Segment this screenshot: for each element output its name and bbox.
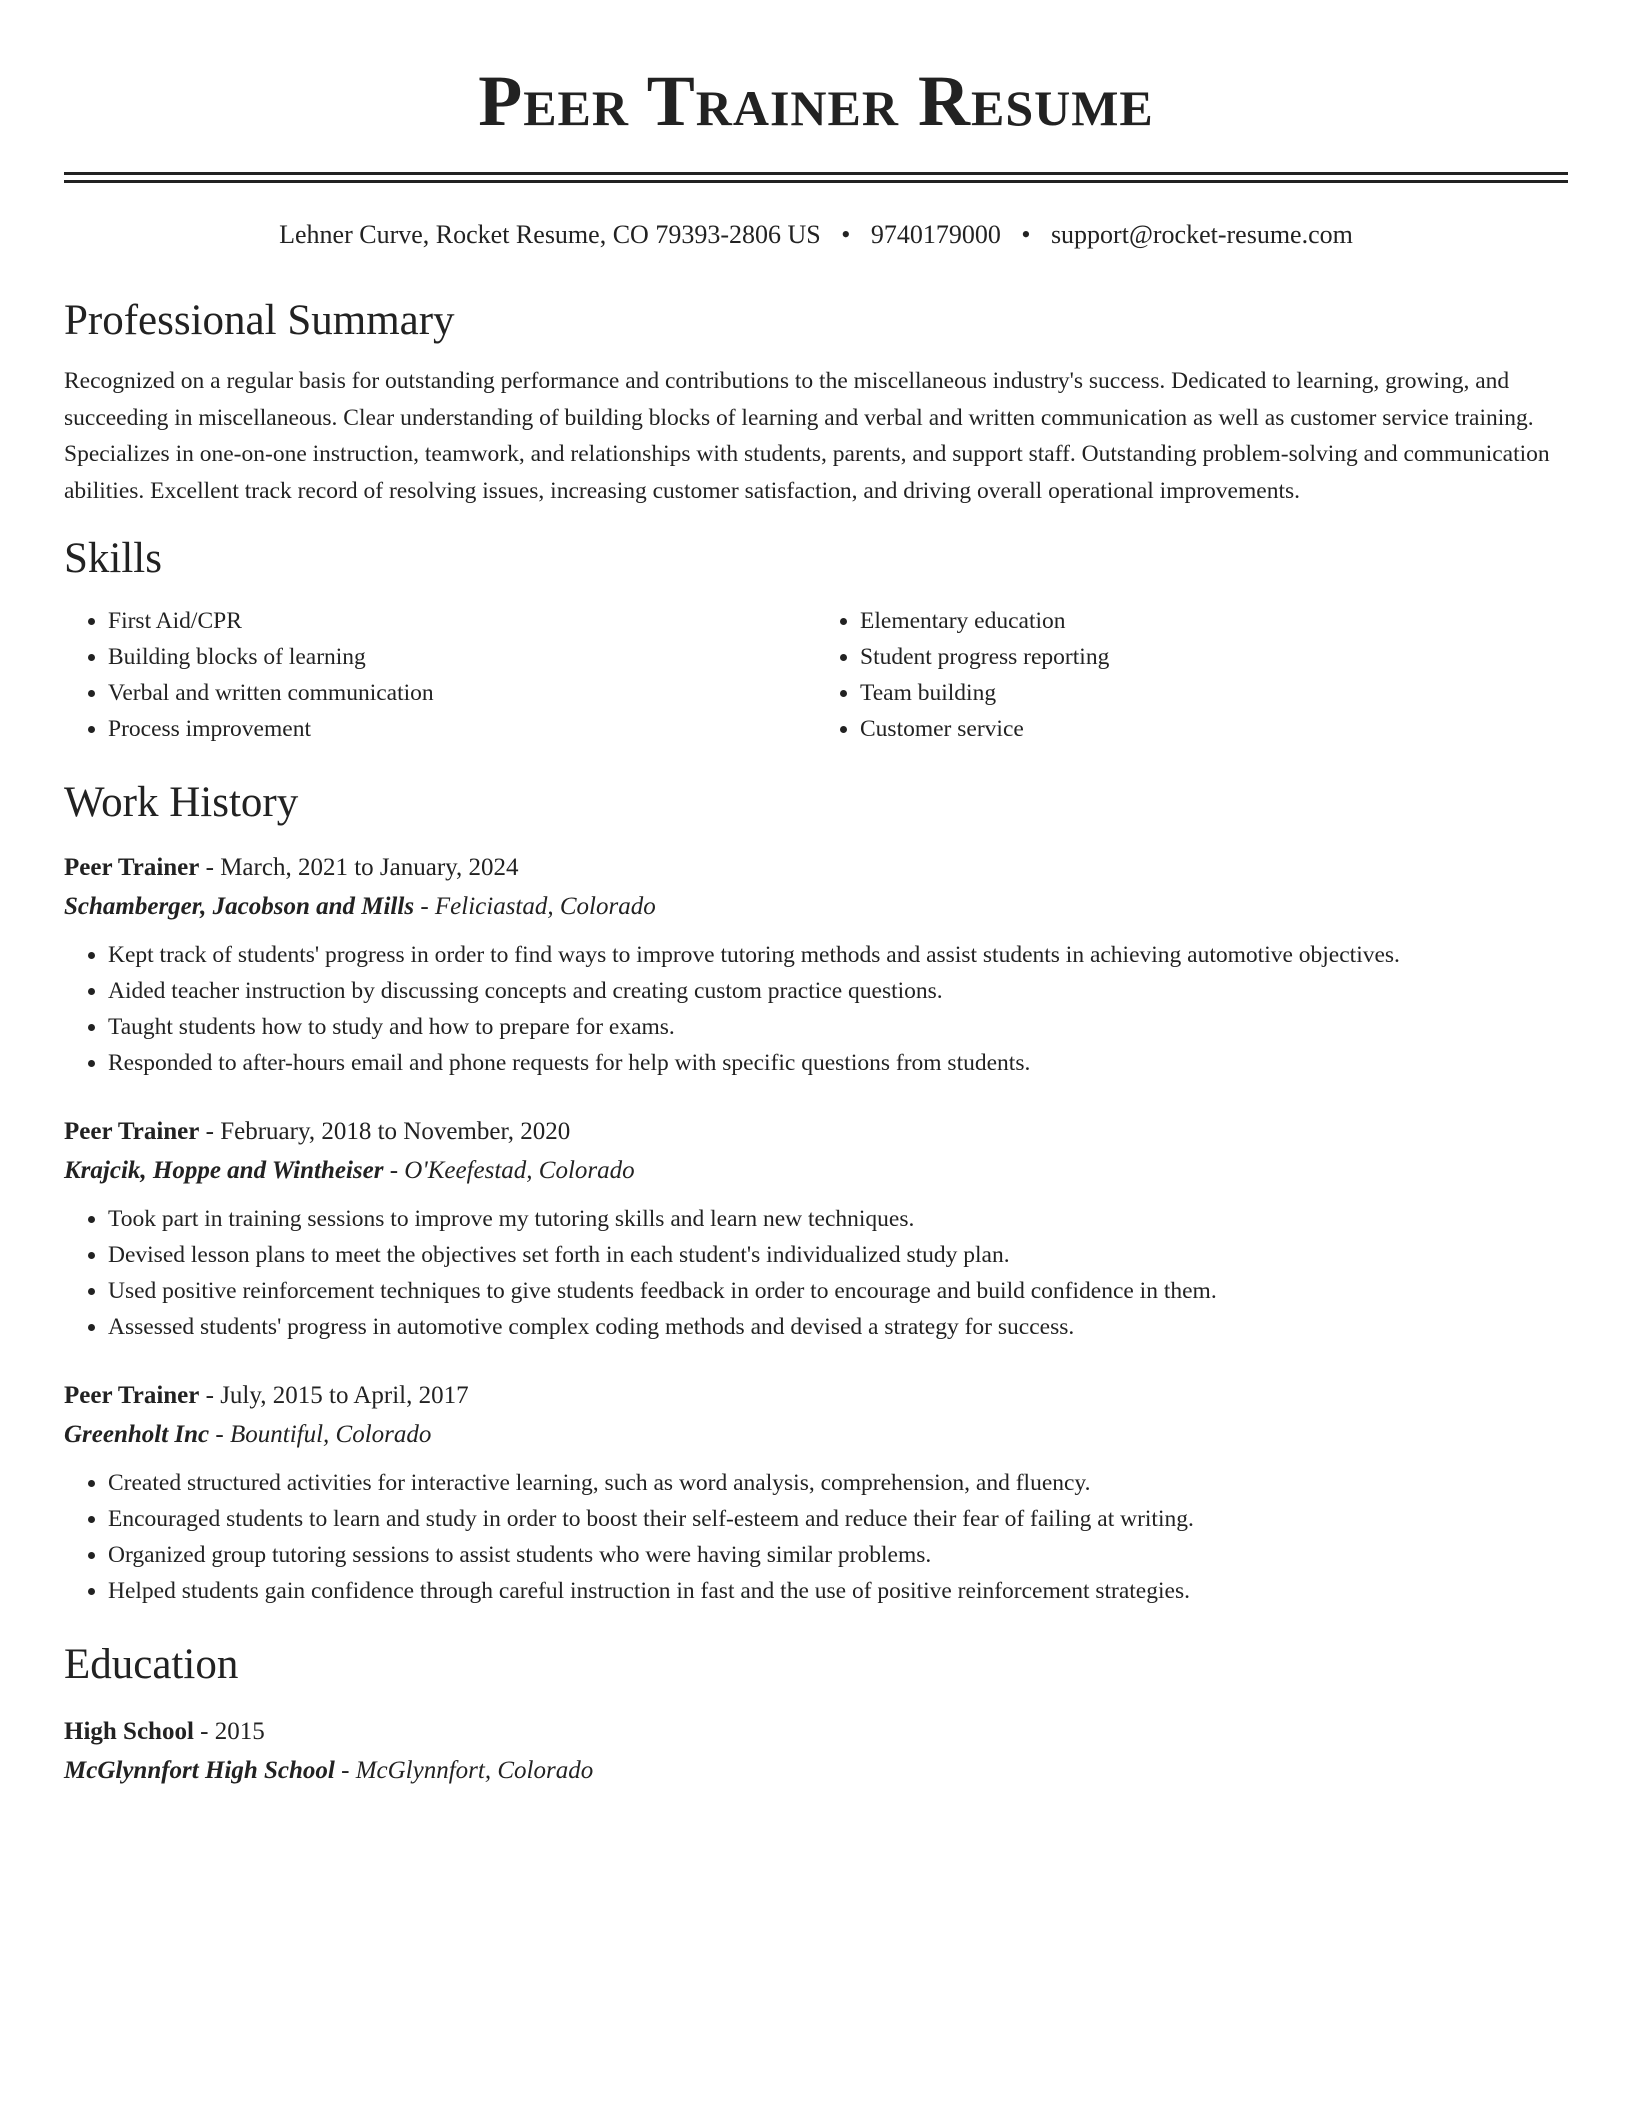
skill-item: • Customer service	[860, 711, 1568, 747]
skills-list	[64, 603, 1568, 747]
work-history-heading: Work History	[64, 779, 299, 826]
job-company-line	[64, 887, 1568, 927]
job-location: - Feliciastad, Colorado	[414, 893, 656, 920]
skills-column-left	[64, 603, 816, 747]
duty-item: • Devised lesson plans to meet the objectives set forth in each student's individualized study plan.	[108, 1237, 1568, 1273]
education-entry	[64, 1713, 1568, 1791]
job-role: Peer Trainer	[64, 1382, 200, 1409]
job-entry	[64, 1377, 1568, 1609]
contact-email: support@rocket-resume.com	[1050, 220, 1353, 249]
job-dates: - July, 2015 to April, 2017	[199, 1382, 469, 1409]
job-company-line	[64, 1151, 1568, 1191]
contact-line	[64, 217, 1568, 253]
skills-column-right	[816, 603, 1568, 747]
job-company-line	[64, 1415, 1568, 1455]
duty-item: • Helped students gain confidence through careful instruction in fast and the use of positive reinforcement strategies.	[108, 1573, 1568, 1609]
bullet-separator: •	[841, 220, 851, 249]
education-school: McGlynnfort High School	[64, 1757, 335, 1784]
job-title-line	[64, 1113, 1568, 1151]
duty-item: • Created structured activities for interactive learning, such as word analysis, comprehension, and fluency.	[108, 1465, 1568, 1501]
skill-item: • Process improvement	[108, 711, 816, 747]
job-dates: - March, 2021 to January, 2024	[199, 854, 519, 881]
skill-item: • Team building	[860, 675, 1568, 711]
duty-item: • Aided teacher instruction by discussing concepts and creating custom practice questions.	[108, 973, 1568, 1009]
education-heading: Education	[64, 1641, 239, 1688]
job-dates: - February, 2018 to November, 2020	[199, 1118, 571, 1145]
job-entry	[64, 849, 1568, 1081]
duty-item: • Assessed students' progress in automotive complex coding methods and devised a strategy for success.	[108, 1309, 1568, 1345]
job-duties	[64, 937, 1568, 1081]
skill-item: • Student progress reporting	[860, 639, 1568, 675]
education-degree: High School	[64, 1718, 194, 1745]
duty-item: • Responded to after-hours email and phone requests for help with specific questions from students.	[108, 1045, 1568, 1081]
skill-item: • Verbal and written communication	[108, 675, 816, 711]
duty-item: • Taught students how to study and how to prepare for exams.	[108, 1009, 1568, 1045]
duty-item: • Took part in training sessions to improve my tutoring skills and learn new techniques.	[108, 1201, 1568, 1237]
job-title-line	[64, 1377, 1568, 1415]
duty-item: • Encouraged students to learn and study in order to boost their self-esteem and reduce their fear of failing at writing.	[108, 1501, 1568, 1537]
summary-text: Recognized on a regular basis for outstanding performance and contributions to the miscellaneous industry's success. Dedicated to learning, growing, and succeeding in miscellaneous. Clear understanding of building blocks of learning and verbal and written communication as well as customer service training. Specializes in one-on-one instruction, teamwork, and relationships with students, parents, and support staff. Outstanding problem-solving and communication abilities. Excellent track record of resolving issues, increasing customer satisfaction, and driving overall operational improvements.	[64, 368, 1550, 504]
job-location: - Bountiful, Colorado	[209, 1421, 432, 1448]
duty-item: • Used positive reinforcement techniques to give students feedback in order to encourage and build confidence in them.	[108, 1273, 1568, 1309]
skill-item: • Elementary education	[860, 603, 1568, 639]
education-degree-line	[64, 1713, 1568, 1751]
resume-title: Peer Trainer Resume	[478, 61, 1154, 141]
job-company: Greenholt Inc	[64, 1421, 210, 1448]
education-school-line	[64, 1751, 1568, 1791]
summary-heading: Professional Summary	[64, 297, 455, 344]
job-duties	[64, 1201, 1568, 1345]
duty-item: • Organized group tutoring sessions to assist students who were having similar problems.	[108, 1537, 1568, 1573]
job-location: - O'Keefestad, Colorado	[383, 1157, 635, 1184]
job-entry	[64, 1113, 1568, 1345]
job-role: Peer Trainer	[64, 1118, 200, 1145]
job-company: Krajcik, Hoppe and Wintheiser	[64, 1157, 384, 1184]
education-year: - 2015	[193, 1718, 265, 1745]
education-location: - McGlynnfort, Colorado	[334, 1757, 594, 1784]
skills-heading: Skills	[64, 535, 162, 582]
title-divider	[64, 172, 1568, 183]
contact-address: Lehner Curve, Rocket Resume, CO 79393-2806 US	[279, 220, 821, 249]
job-title-line	[64, 849, 1568, 887]
job-duties	[64, 1465, 1568, 1609]
job-role: Peer Trainer	[64, 854, 200, 881]
bullet-separator: •	[1021, 220, 1031, 249]
skill-item: • First Aid/CPR	[108, 603, 816, 639]
skill-item: • Building blocks of learning	[108, 639, 816, 675]
duty-item: • Kept track of students' progress in order to find ways to improve tutoring methods and assist students in achieving automotive objectives.	[108, 937, 1568, 973]
contact-phone: 9740179000	[870, 220, 1001, 249]
job-company: Schamberger, Jacobson and Mills	[64, 893, 415, 920]
